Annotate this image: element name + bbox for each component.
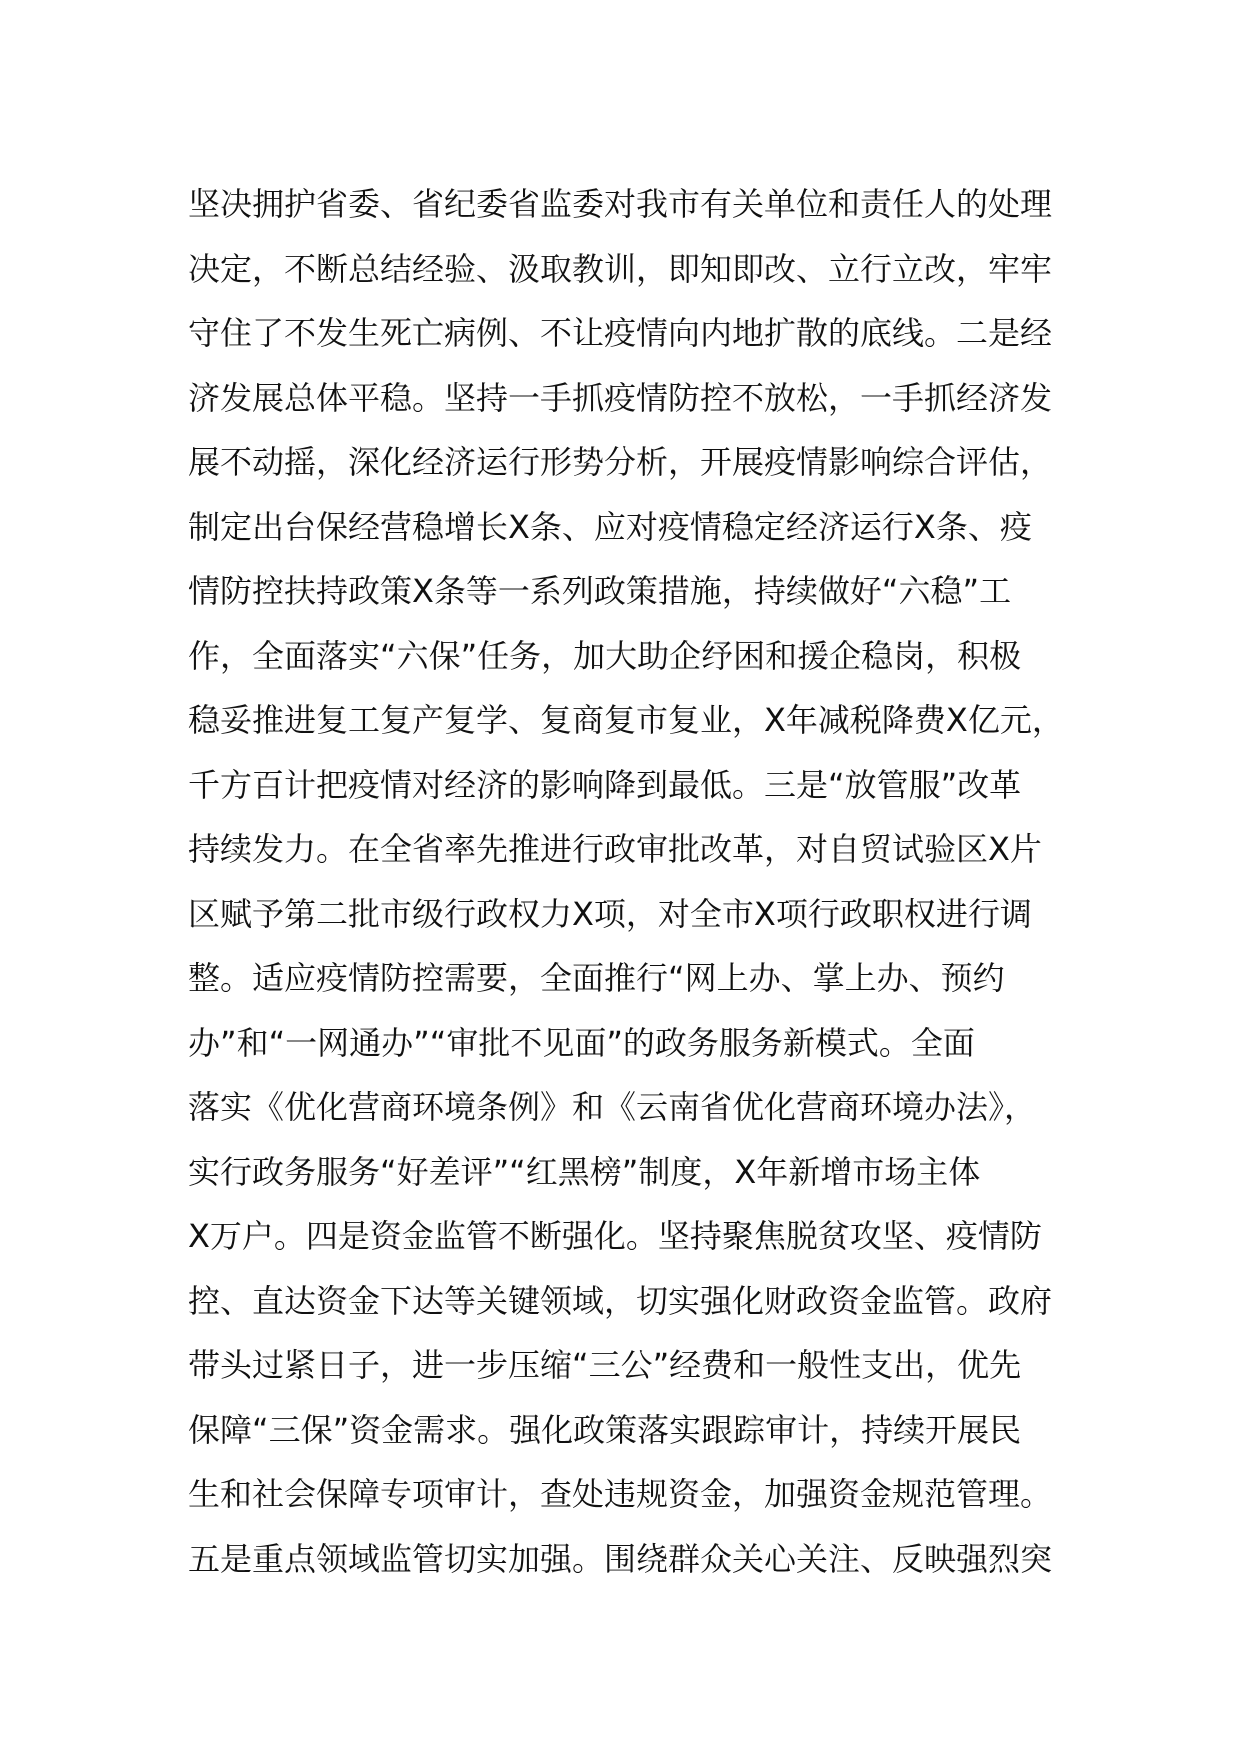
body-paragraph xyxy=(188,172,1088,1591)
text-line: 持续发力。在全省率先推进行政审批改革，对自贸试验区X片 xyxy=(188,830,1042,868)
text-line: 展不动摇，深化经济运行形势分析，开展疫情影响综合评估， xyxy=(188,443,1053,481)
text-line: 决定，不断总结经验、汲取教训，即知即改、立行立改，牢牢 xyxy=(188,249,1053,288)
text-line: 坚决拥护省委、省纪委省监委对我市有关单位和责任人的处理 xyxy=(188,185,1053,223)
text-line: 五是重点领域监管切实加强。围绕群众关心关注、反映强烈突 xyxy=(188,1539,1053,1578)
text-line: 作，全面落实“六保”任务，加大助企纾困和援企稳岗，积极 xyxy=(188,636,1022,675)
text-line: 生和社会保障专项审计，查处违规资金，加强资金规范管理。 xyxy=(188,1475,1053,1513)
text-line: 办”和“一网通办”“审批不见面”的政务服务新模式。全面 xyxy=(188,1023,975,1062)
text-line: X万户。四是资金监管不断强化。坚持聚焦脱贫攻坚、疫情防 xyxy=(188,1217,1042,1255)
text-line: 守住了不发生死亡病例、不让疫情向内地扩散的底线。二是经 xyxy=(188,314,1053,352)
text-line: 情防控扶持政策X条等一系列政策措施，持续做好“六稳”工 xyxy=(188,572,1012,610)
text-line: 区赋予第二批市级行政权力X项，对全市X项行政职权进行调 xyxy=(188,894,1032,933)
text-line: 控、直达资金下达等关键领域，切实强化财政资金监管。政府 xyxy=(188,1281,1053,1320)
text-line: 千方百计把疫情对经济的影响降到最低。三是“放管服”改革 xyxy=(188,765,1022,804)
text-line: 实行政务服务“好差评”“红黑榜”制度，X年新增市场主体 xyxy=(188,1152,981,1191)
text-line: 制定出台保经营稳增长X条、应对疫情稳定经济运行X条、疫 xyxy=(188,507,1032,546)
text-line: 济发展总体平稳。坚持一手抓疫情防控不放松，一手抓经济发 xyxy=(188,378,1053,417)
text-line: 落实《优化营商环境条例》和《云南省优化营商环境办法》， xyxy=(188,1088,1037,1126)
text-line: 整。适应疫情防控需要，全面推行“网上办、掌上办、预约 xyxy=(188,959,1005,997)
text-line: 稳妥推进复工复产复学、复商复市复业，X年减税降费X亿元， xyxy=(188,701,1064,739)
text-line: 带头过紧日子，进一步压缩“三公”经费和一般性支出，优先 xyxy=(188,1346,1022,1384)
text-line: 保障“三保”资金需求。强化政策落实跟踪审计，持续开展民 xyxy=(188,1410,1022,1449)
